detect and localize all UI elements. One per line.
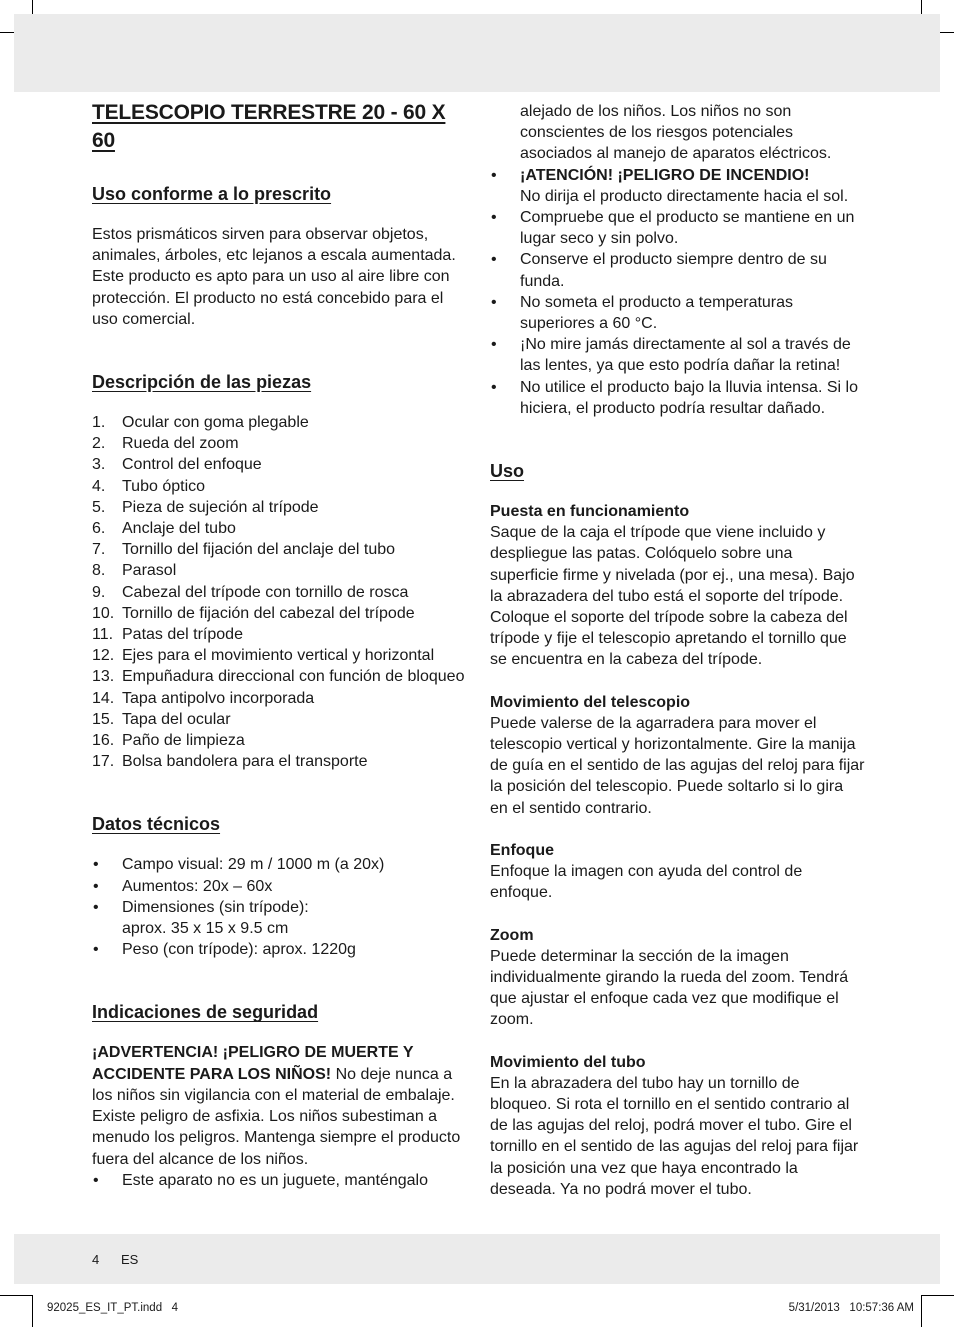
subsection-puesta (490, 501, 865, 671)
tubo-text: En la abrazadera del tubo hay un tornillo de bloqueo. Si rota el tornillo en el sentido contrario al de las agujas del reloj, podrá mover el tubo. Gire el tornillo en el sentido de las agujas del reloj para fijar la posición una vez que haya encontrado la deseada. Ya no podrá mover el tubo. (490, 1074, 859, 1198)
list-item: • Compruebe que el producto se mantiene en un lugar seco y sin polvo. (491, 209, 855, 248)
list-item: • Este aparato no es un juguete, manténgalo (93, 1171, 428, 1189)
page-number: 4 (92, 1252, 100, 1267)
list-item: • ¡ATENCIÓN! ¡PELIGRO DE INCENDIO! No dirija el producto directamente hacia el sol. (491, 166, 849, 205)
list-item: 16. Paño de limpieza (92, 732, 245, 750)
subheading-zoom: Zoom (490, 926, 534, 944)
movimiento-text: Puede valerse de la agarradera para mover el telescopio vertical y horizontalmente. Gire la manija de guía en el sentido de las agujas del reloj para fijar la posición del telescopio. Puede soltarlo si lo gira en el sentido contrario. (490, 714, 865, 817)
page-title: TELESCOPIO TERRESTRE 20 - 60 X 60 (92, 101, 446, 152)
list-item: • ¡No mire jamás directamente al sol a través de las lentes, ya que esto podría dañar la retina! (491, 336, 851, 375)
uso-conforme-text: Estos prismáticos sirven para observar objetos, animales, árboles, etc lejanos a escala aumentada. Este producto es apto para un uso al aire libre con protección. El producto no está concebido para el uso comercial. (92, 226, 456, 328)
specs-list (92, 854, 470, 960)
parts-list (92, 412, 470, 772)
list-item: 3. Control del enfoque (92, 456, 262, 474)
right-column (490, 101, 865, 1200)
puesta-text: Saque de la caja el trípode que viene incluido y despliegue las patas. Colóquelo sobre una superficie firme y nivelada (por ej., una mesa). Bajo la abrazadera del tubo está el soporte del trípode. Coloque el soporte del trípode sobre la cabeza del trípode y fije el telescopio apretando el tornillo que se encuentra en la cabeza del trípode. (490, 524, 855, 669)
section-datos (92, 812, 470, 960)
header-band (14, 14, 940, 92)
heading-seguridad: Indicaciones de seguridad (92, 1002, 319, 1023)
list-item: • No someta el producto a temperaturas superiores a 60 °C. (491, 293, 794, 333)
list-item: 9. Cabezal del trípode con tornillo de rosca (92, 583, 409, 601)
section-descripcion (92, 370, 470, 772)
list-item: 7. Tornillo del fijación del anclaje del tubo (92, 541, 396, 559)
subsection-enfoque (490, 840, 865, 904)
section-uso-conforme (92, 182, 470, 330)
heading-uso-conforme: Uso conforme a lo prescrito (92, 184, 332, 204)
subheading-tubo: Movimiento del tubo (490, 1053, 646, 1071)
list-item: 12. Ejes para el movimiento vertical y horizontal (92, 647, 435, 665)
list-item: • No utilice el producto bajo la lluvia intensa. Si lo hiciera, el producto podría resultar dañado. (491, 378, 858, 417)
crop-mark (0, 1295, 32, 1296)
list-item: 1. Ocular con goma plegable (92, 414, 309, 432)
safety-bullet-continuation: alejado de los niños. Los niños no son conscientes de los riesgos potenciales asociados al manejo de aparatos eléctricos. (520, 103, 832, 163)
list-item: 4. Tubo óptico (92, 477, 206, 495)
list-item: 2. Rueda del zoom (92, 435, 239, 453)
list-item: • Conserve el producto siempre dentro de su funda. (491, 251, 827, 290)
crop-mark (32, 1295, 33, 1327)
heading-datos: Datos técnicos (92, 814, 221, 835)
list-item: 11. Patas del trípode (92, 626, 243, 644)
subsection-movimiento (490, 692, 865, 819)
list-item: 15. Tapa del ocular (92, 710, 231, 728)
list-item: 14. Tapa antipolvo incorporada (92, 689, 315, 707)
safety-list (490, 165, 865, 419)
list-item: • Aumentos: 20x – 60x (93, 877, 273, 895)
list-item: 17. Bolsa bandolera para el transporte (92, 753, 368, 771)
crop-mark (921, 1295, 922, 1327)
left-column (92, 99, 470, 1191)
enfoque-text: Enfoque la imagen con ayuda del control de enfoque. (490, 863, 803, 902)
list-item: 10. Tornillo de fijación del cabezal del trípode (92, 604, 415, 622)
section-seguridad (92, 1000, 470, 1190)
safety-list-start (92, 1170, 470, 1191)
list-item: • Dimensiones (sin trípode): aprox. 35 x 15 x 9.5 cm (93, 898, 309, 938)
section-uso (490, 459, 865, 1200)
footer-band (14, 1234, 940, 1284)
subheading-enfoque: Enfoque (490, 841, 554, 859)
file-slug: 92025_ES_IT_PT.indd 4 (47, 1302, 179, 1314)
subsection-tubo (490, 1052, 865, 1200)
language-code: ES (121, 1252, 139, 1267)
subheading-movimiento: Movimiento del telescopio (490, 693, 691, 711)
list-item: 5. Pieza de sujeción al trípode (92, 498, 319, 516)
warning-paragraph: ¡ADVERTENCIA! ¡PELIGRO DE MUERTE Y ACCIDENTE PARA LOS NIÑOS! No deje nunca a los niños sin vigilancia con el material de embalaje. Existe peligro de asfixia. Los niños subestiman a menudo los peligros. Mantenga siempre el producto fuera del alcance de los niños. (92, 1044, 461, 1168)
crop-mark (922, 1295, 954, 1296)
list-item: 8. Parasol (92, 562, 177, 580)
heading-descripcion: Descripción de las piezas (92, 372, 312, 393)
date-slug: 5/31/2013 10:57:36 AM (788, 1302, 914, 1314)
subheading-puesta: Puesta en funcionamiento (490, 503, 690, 521)
list-item: 6. Anclaje del tubo (92, 520, 236, 538)
zoom-text: Puede determinar la sección de la imagen individualmente girando la rueda del zoom. Tendrá que ajustar el enfoque cada vez que modifique el zoom. (490, 947, 849, 1029)
list-item: • Campo visual: 29 m / 1000 m (a 20x) (93, 856, 385, 874)
list-item: • Peso (con trípode): aprox. 1220g (93, 941, 356, 959)
heading-uso: Uso (490, 461, 525, 482)
list-item: 13. Empuñadura direccional con función de bloqueo (92, 668, 465, 686)
subsection-zoom (490, 925, 865, 1031)
